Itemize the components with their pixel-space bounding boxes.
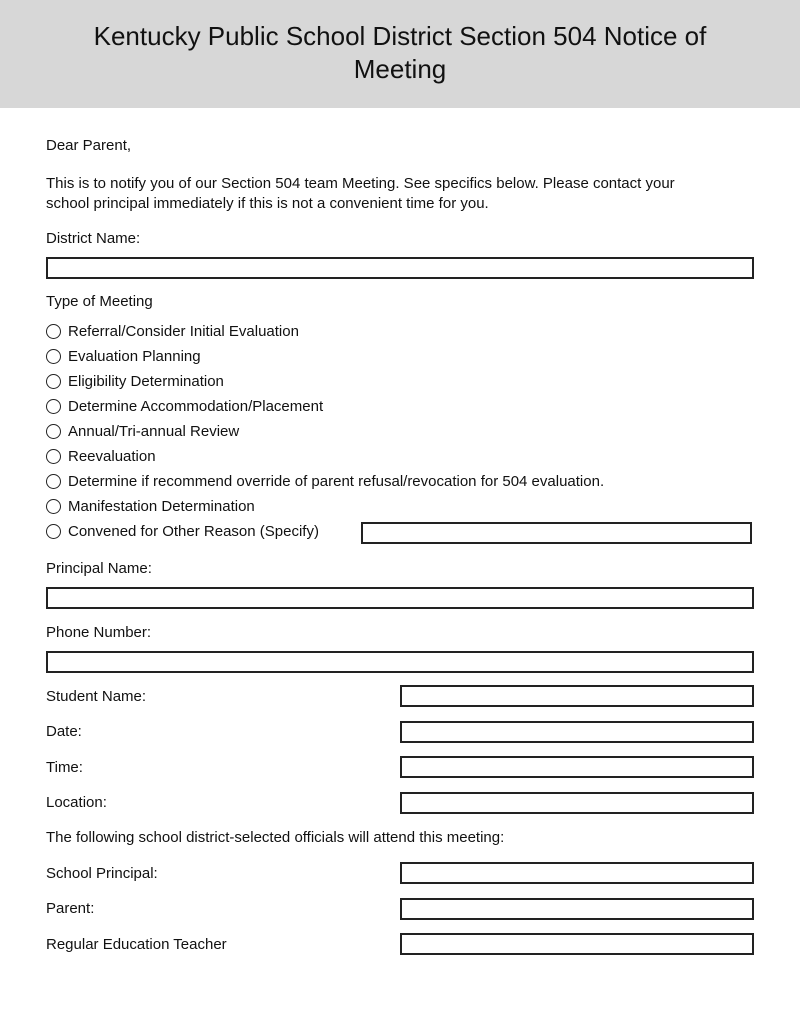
radio-manifestation-determination[interactable] — [46, 499, 61, 514]
date-field[interactable] — [400, 721, 754, 743]
phone-number-label: Phone Number: — [46, 624, 152, 641]
meeting-type-label: Type of Meeting — [46, 293, 153, 310]
title-line-1: Kentucky Public School District Section 504 Notice of — [93, 21, 707, 51]
page-title — [60, 20, 740, 86]
district-name-label: District Name: — [46, 230, 141, 247]
student-name-label: Student Name: — [46, 688, 147, 705]
radio-referral[interactable] — [46, 324, 61, 339]
option-label: Eligibility Determination — [68, 373, 224, 390]
school-principal-field[interactable] — [400, 862, 754, 884]
location-field[interactable] — [400, 792, 754, 814]
student-name-field[interactable] — [400, 685, 754, 707]
option-label: Referral/Consider Initial Evaluation — [68, 323, 299, 340]
regular-education-teacher-label: Regular Education Teacher — [46, 936, 227, 953]
radio-accommodation-placement[interactable] — [46, 399, 61, 414]
radio-other-reason[interactable] — [46, 524, 61, 539]
radio-override-refusal[interactable] — [46, 474, 61, 489]
principal-name-label: Principal Name: — [46, 560, 152, 577]
radio-reevaluation[interactable] — [46, 449, 61, 464]
option-label: Determine if recommend override of parent refusal/revocation for 504 evaluation. — [68, 473, 605, 490]
greeting: Dear Parent, — [46, 137, 132, 154]
option-label: Convened for Other Reason (Specify) — [68, 523, 319, 540]
option-label: Reevaluation — [68, 448, 156, 465]
other-reason-field[interactable] — [361, 522, 752, 544]
time-label: Time: — [46, 759, 83, 776]
option-label: Evaluation Planning — [68, 348, 201, 365]
radio-annual-review[interactable] — [46, 424, 61, 439]
letter-body-line-1: This is to notify you of our Section 504 team Meeting. See specifics below. Please contact your — [46, 175, 675, 192]
district-name-field[interactable] — [46, 257, 754, 279]
time-field[interactable] — [400, 756, 754, 778]
option-label: Manifestation Determination — [68, 498, 255, 515]
officials-intro: The following school district-selected officials will attend this meeting: — [46, 829, 505, 846]
parent-field[interactable] — [400, 898, 754, 920]
date-label: Date: — [46, 723, 82, 740]
option-label: Annual/Tri-annual Review — [68, 423, 240, 440]
school-principal-label: School Principal: — [46, 865, 158, 882]
phone-number-field[interactable] — [46, 651, 754, 673]
title-line-2: Meeting — [353, 54, 447, 84]
radio-evaluation-planning[interactable] — [46, 349, 61, 364]
location-label: Location: — [46, 794, 107, 811]
option-label: Determine Accommodation/Placement — [68, 398, 324, 415]
principal-name-field[interactable] — [46, 587, 754, 609]
parent-label: Parent: — [46, 900, 95, 917]
radio-eligibility-determination[interactable] — [46, 374, 61, 389]
regular-education-teacher-field[interactable] — [400, 933, 754, 955]
letter-body-line-2: school principal immediately if this is not a convenient time for you. — [46, 195, 489, 212]
page-header — [0, 0, 800, 108]
